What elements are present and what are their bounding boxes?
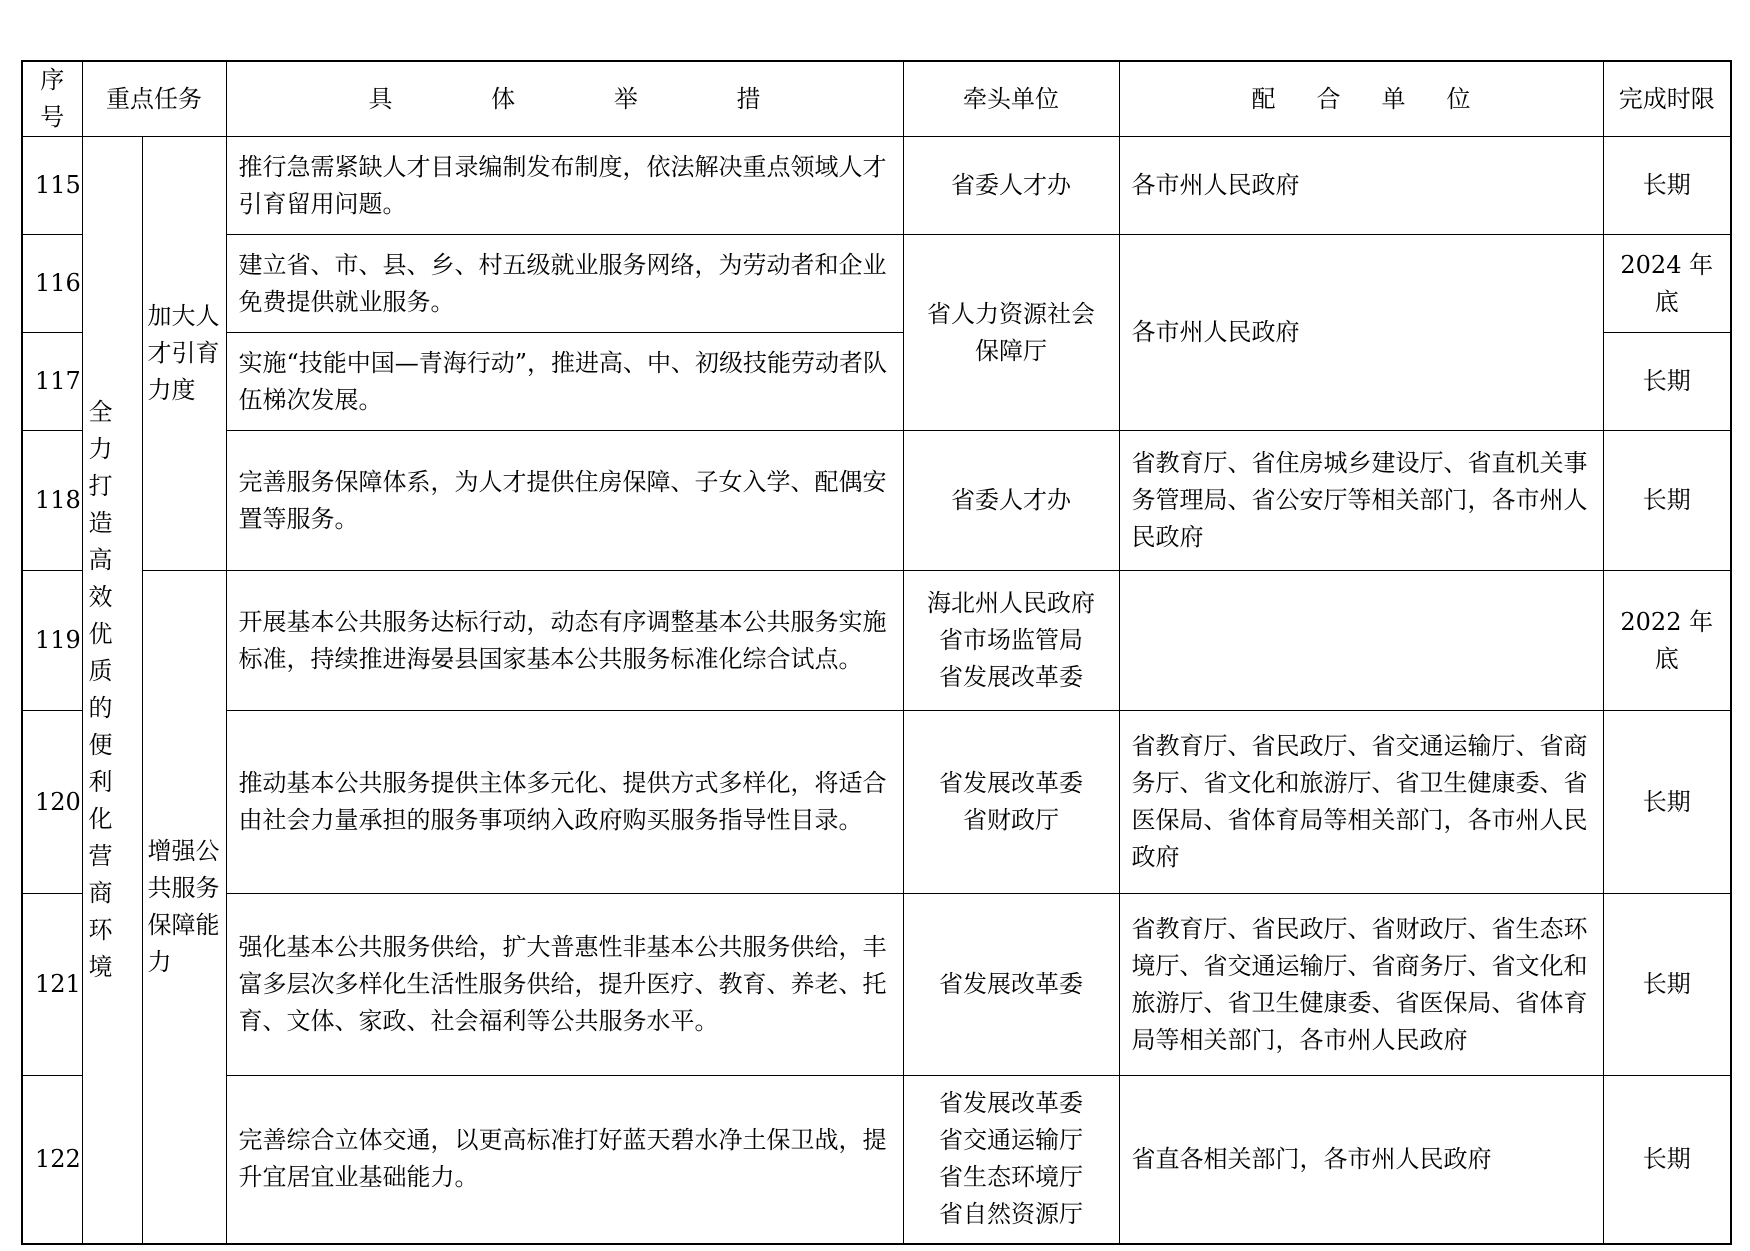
- header-key-task: 重点任务: [82, 61, 226, 137]
- sub-task-public-service: 增强公共服务保障能力: [142, 571, 226, 1244]
- coop-unit-cell: [1119, 571, 1603, 711]
- coop-unit-cell: 各市州人民政府: [1119, 235, 1603, 431]
- lead-unit-cell: 省人力资源社会保障厅: [903, 235, 1119, 431]
- row-number: 116: [22, 235, 82, 333]
- table-row: [22, 894, 1731, 1076]
- table-row: [22, 571, 1731, 711]
- row-number: 120: [22, 711, 82, 894]
- sub-task-talent: 加大人才引育力度: [142, 137, 226, 571]
- row-number: 115: [22, 137, 82, 235]
- lead-unit-cell: 省发展改革委 省交通运输厅 省生态环境厅 省自然资源厅: [903, 1076, 1119, 1244]
- row-number: 117: [22, 333, 82, 431]
- key-tasks-table: [21, 60, 1732, 1245]
- header-measures-char: 体: [491, 84, 516, 113]
- row-number: 119: [22, 571, 82, 711]
- header-measures-char: 措: [736, 84, 761, 113]
- measure-cell: 推行急需紧缺人才目录编制发布制度，依法解决重点领域人才引育留用问题。: [226, 137, 903, 235]
- header-coop-char: 配: [1251, 84, 1276, 113]
- header-measures: [226, 61, 903, 137]
- table-row: [22, 235, 1731, 333]
- header-coop-char: 单: [1381, 84, 1406, 113]
- deadline-cell: 长期: [1603, 894, 1731, 1076]
- measure-cell: 强化基本公共服务供给，扩大普惠性非基本公共服务供给，丰富多层次多样化生活性服务供给，提升医疗、教育、养老、托育、文体、家政、社会福利等公共服务水平。: [226, 894, 903, 1076]
- table-row: [22, 1076, 1731, 1244]
- lead-unit-cell: 海北州人民政府 省市场监管局 省发展改革委: [903, 571, 1119, 711]
- measure-cell: 完善服务保障体系，为人才提供住房保障、子女入学、配偶安置等服务。: [226, 431, 903, 571]
- lead-unit-cell: 省发展改革委 省财政厅: [903, 711, 1119, 894]
- deadline-cell: 长期: [1603, 431, 1731, 571]
- measure-cell: 开展基本公共服务达标行动，动态有序调整基本公共服务实施标准，持续推进海晏县国家基本公共服务标准化综合试点。: [226, 571, 903, 711]
- coop-unit-cell: 省教育厅、省民政厅、省财政厅、省生态环境厅、省交通运输厅、省商务厅、省文化和旅游厅、省卫生健康委、省医保局、省体育局等相关部门，各市州人民政府: [1119, 894, 1603, 1076]
- coop-unit-cell: 省直各相关部门，各市州人民政府: [1119, 1076, 1603, 1244]
- header-seq: 序号: [22, 61, 82, 137]
- header-measures-char: 举: [613, 84, 638, 113]
- table-row: [22, 431, 1731, 571]
- header-coop-char: 位: [1446, 84, 1471, 113]
- header-row: [22, 61, 1731, 137]
- deadline-cell: 2022 年底: [1603, 571, 1731, 711]
- measure-cell: 推动基本公共服务提供主体多元化、提供方式多样化，将适合由社会力量承担的服务事项纳入政府购买服务指导性目录。: [226, 711, 903, 894]
- coop-unit-cell: 省教育厅、省民政厅、省交通运输厅、省商务厅、省文化和旅游厅、省卫生健康委、省医保局、省体育局等相关部门，各市州人民政府: [1119, 711, 1603, 894]
- lead-unit-cell: 省委人才办: [903, 137, 1119, 235]
- header-deadline: 完成时限: [1603, 61, 1731, 137]
- lead-unit-cell: 省委人才办: [903, 431, 1119, 571]
- table-row: [22, 137, 1731, 235]
- deadline-cell: 2024 年底: [1603, 235, 1731, 333]
- row-number: 122: [22, 1076, 82, 1244]
- header-coop-unit: [1119, 61, 1603, 137]
- header-lead-unit: 牵头单位: [903, 61, 1119, 137]
- deadline-cell: 长期: [1603, 333, 1731, 431]
- row-number: 118: [22, 431, 82, 571]
- row-number: 121: [22, 894, 82, 1076]
- deadline-cell: 长期: [1603, 1076, 1731, 1244]
- header-coop-char: 合: [1316, 84, 1341, 113]
- deadline-cell: 长期: [1603, 711, 1731, 894]
- coop-unit-cell: 省教育厅、省住房城乡建设厅、省直机关事务管理局、省公安厅等相关部门，各市州人民政府: [1119, 431, 1603, 571]
- measure-cell: 完善综合立体交通，以更高标准打好蓝天碧水净土保卫战，提升宜居宜业基础能力。: [226, 1076, 903, 1244]
- main-task-cell: 全力打造高效优质的便利化营商环境: [82, 137, 142, 1244]
- measure-cell: 实施“技能中国—青海行动”，推进高、中、初级技能劳动者队伍梯次发展。: [226, 333, 903, 431]
- lead-unit-cell: 省发展改革委: [903, 894, 1119, 1076]
- header-measures-char: 具: [368, 84, 393, 113]
- table-row: [22, 711, 1731, 894]
- deadline-cell: 长期: [1603, 137, 1731, 235]
- measure-cell: 建立省、市、县、乡、村五级就业服务网络，为劳动者和企业免费提供就业服务。: [226, 235, 903, 333]
- coop-unit-cell: 各市州人民政府: [1119, 137, 1603, 235]
